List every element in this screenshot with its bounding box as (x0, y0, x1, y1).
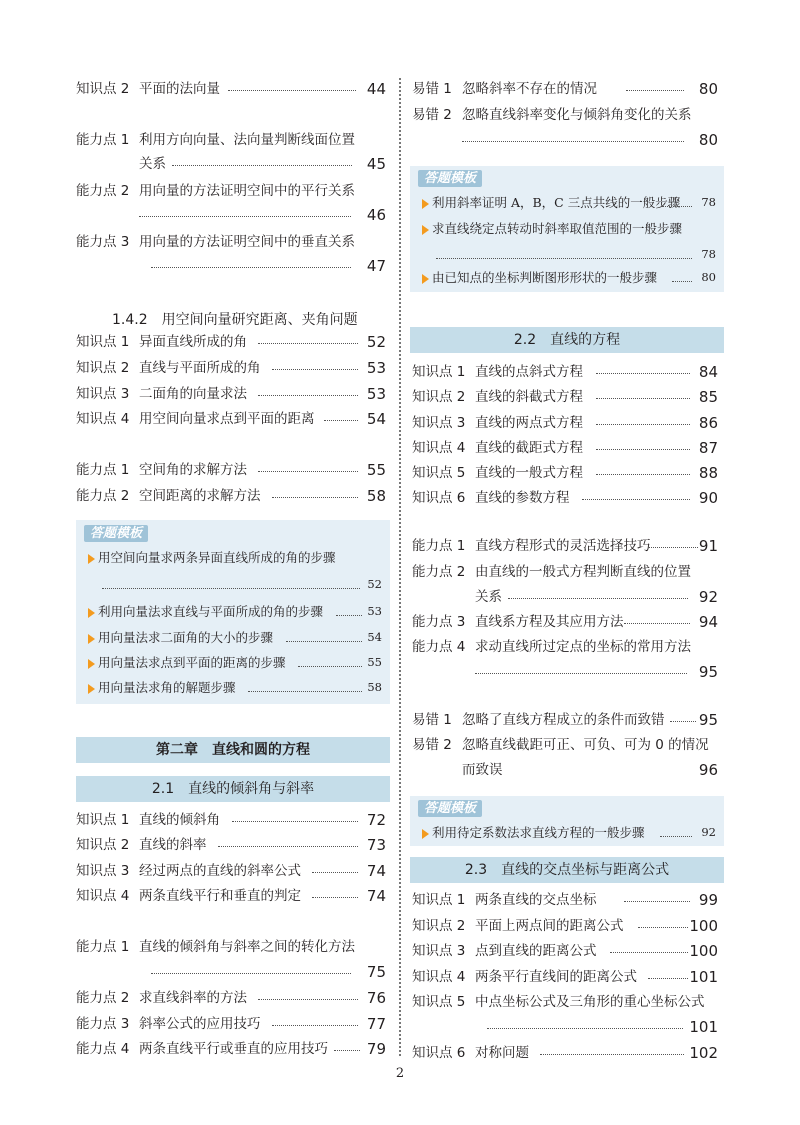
toc-label: 能力点 4 (76, 1041, 130, 1057)
leader-dots (638, 927, 688, 928)
orange-triangle-icon (422, 199, 429, 209)
toc-text: 异面直线所成的角 (139, 334, 247, 350)
toc-label: 能力点 2 (76, 990, 130, 1006)
template-item-text[interactable]: 利用向量法求直线与平面所成的角的步骤 (98, 604, 324, 619)
leader-dots (648, 547, 698, 548)
toc-page: 86 (698, 414, 718, 432)
toc-page: 102 (689, 1044, 718, 1062)
toc-label: 知识点 3 (76, 863, 130, 879)
leader-dots (248, 691, 362, 692)
template-item-text[interactable]: 求直线绕定点转动时斜率取值范围的一般步骤 (432, 221, 683, 236)
toc-page: 90 (698, 489, 718, 507)
section-heading[interactable]: 2.2 直线的方程 (410, 327, 724, 353)
toc-text: 直线的一般式方程 (475, 465, 583, 481)
toc-label: 知识点 4 (412, 440, 466, 456)
leader-dots (258, 343, 358, 344)
toc-page: 54 (366, 410, 386, 428)
leader-dots (462, 141, 684, 142)
column-divider (399, 78, 401, 1056)
template-item-page: 53 (367, 604, 382, 618)
leader-dots (596, 449, 690, 450)
toc-page: 75 (366, 963, 386, 981)
toc-page: 55 (366, 461, 386, 479)
answer-template-box (410, 796, 724, 846)
toc-page: 74 (366, 887, 386, 905)
toc-label: 能力点 4 (412, 639, 466, 655)
toc-label: 能力点 3 (76, 234, 130, 250)
template-item-page: 52 (367, 577, 382, 591)
toc-page: 79 (366, 1040, 386, 1058)
leader-dots (508, 598, 688, 599)
toc-text: 经过两点的直线的斜率公式 (139, 863, 301, 879)
toc-label: 能力点 1 (76, 132, 130, 148)
toc-page: 80 (698, 131, 718, 149)
toc-label: 能力点 2 (412, 564, 466, 580)
leader-dots (670, 721, 696, 722)
toc-page: 85 (698, 388, 718, 406)
answer-template-box (76, 520, 390, 704)
leader-dots (596, 474, 690, 475)
toc-text: 空间距离的求解方法 (139, 488, 261, 504)
toc-page: 72 (366, 811, 386, 829)
toc-page: 96 (698, 761, 718, 779)
toc-text: 忽略直线斜率变化与倾斜角变化的关系 (462, 107, 692, 123)
toc-label: 知识点 1 (412, 364, 466, 380)
template-tag: 答题模板 (418, 170, 482, 187)
toc-label: 知识点 3 (76, 386, 130, 402)
toc-text: 斜率公式的应用技巧 (139, 1016, 261, 1032)
toc-page: 52 (366, 333, 386, 351)
toc-text: 直线的倾斜角 (139, 812, 220, 828)
toc-page: 91 (698, 537, 718, 555)
orange-triangle-icon (88, 554, 95, 564)
toc-text: 直线的斜截式方程 (475, 389, 583, 405)
toc-label: 易错 1 (412, 712, 452, 728)
toc-page: 58 (366, 487, 386, 505)
answer-template-box (410, 166, 724, 292)
toc-text: 两条直线平行或垂直的应用技巧 (139, 1041, 328, 1057)
toc-text: 直线与平面所成的角 (139, 360, 261, 376)
toc-page: 101 (689, 968, 718, 986)
leader-dots (151, 973, 351, 974)
toc-text: 直线的截距式方程 (475, 440, 583, 456)
toc-page: 77 (366, 1015, 386, 1033)
template-item-page: 78 (701, 247, 716, 261)
leader-dots (624, 623, 690, 624)
template-item-text[interactable]: 用空间向量求两条异面直线所成的角的步骤 (98, 550, 336, 565)
toc-label: 能力点 1 (76, 462, 130, 478)
toc-text: 两条平行直线间的距离公式 (475, 969, 637, 985)
toc-label: 知识点 6 (412, 490, 466, 506)
template-item-text[interactable]: 用向量法求二面角的大小的步骤 (98, 630, 274, 645)
toc-label: 知识点 2 (76, 360, 130, 376)
toc-text: 由直线的一般式方程判断直线的位置 (475, 564, 691, 580)
orange-triangle-icon (88, 608, 95, 618)
toc-label: 知识点 2 (76, 81, 130, 97)
section-heading[interactable]: 1.4.2 用空间向量研究距离、夹角问题 (112, 312, 358, 328)
toc-text: 两条直线的交点坐标 (475, 892, 597, 908)
toc-text: 用向量的方法证明空间中的平行关系 (139, 183, 355, 199)
toc-label: 能力点 3 (412, 614, 466, 630)
template-tag: 答题模板 (418, 800, 482, 817)
toc-text: 两条直线平行和垂直的判定 (139, 888, 301, 904)
orange-triangle-icon (422, 829, 429, 839)
toc-page: 53 (366, 385, 386, 403)
toc-page: 94 (698, 613, 718, 631)
toc-label: 能力点 1 (76, 939, 130, 955)
orange-triangle-icon (422, 274, 429, 284)
toc-text: 直线系方程及其应用方法 (475, 614, 624, 630)
toc-label: 知识点 4 (76, 411, 130, 427)
toc-page: 44 (366, 80, 386, 98)
leader-dots (660, 836, 692, 837)
toc-page: 99 (698, 891, 718, 909)
chapter-heading[interactable]: 第二章 直线和圆的方程 (76, 737, 390, 763)
toc-page: 46 (366, 206, 386, 224)
toc-page: 53 (366, 359, 386, 377)
leader-dots (596, 424, 690, 425)
toc-page: 100 (689, 942, 718, 960)
toc-text: 而致误 (462, 762, 503, 778)
leader-dots (258, 395, 358, 396)
toc-text: 二面角的向量求法 (139, 386, 247, 402)
template-item-text[interactable]: 利用待定系数法求直线方程的一般步骤 (432, 825, 645, 840)
toc-label: 知识点 4 (412, 969, 466, 985)
toc-text: 对称问题 (475, 1045, 529, 1061)
leader-dots (626, 90, 684, 91)
toc-text: 用空间向量求点到平面的距离 (139, 411, 315, 427)
leader-dots (582, 499, 690, 500)
leader-dots (475, 673, 687, 674)
toc-page: 45 (366, 155, 386, 173)
toc-text: 求动直线所过定点的坐标的常用方法 (475, 639, 691, 655)
leader-dots (258, 999, 358, 1000)
template-item-page: 80 (701, 270, 716, 284)
toc-text: 关系 (475, 589, 502, 605)
template-item-text[interactable]: 用向量法求点到平面的距离的步骤 (98, 655, 286, 670)
toc-label: 知识点 6 (412, 1045, 466, 1061)
toc-label: 能力点 2 (76, 183, 130, 199)
template-tag: 答题模板 (84, 525, 148, 542)
template-item-page: 54 (367, 630, 382, 644)
toc-page: 76 (366, 989, 386, 1007)
toc-text: 忽略了直线方程成立的条件而致错 (462, 712, 665, 728)
leader-dots (232, 821, 358, 822)
toc-text: 直线方程形式的灵活选择技巧 (475, 538, 651, 554)
leader-dots (172, 165, 352, 166)
template-item-page: 55 (367, 655, 382, 669)
section-heading[interactable]: 2.3 直线的交点坐标与距离公式 (410, 857, 724, 883)
template-item-text[interactable]: 用向量法求角的解题步骤 (98, 680, 236, 695)
toc-page: 100 (689, 917, 718, 935)
orange-triangle-icon (88, 659, 95, 669)
leader-dots (286, 641, 362, 642)
toc-text: 直线的参数方程 (475, 490, 570, 506)
toc-text: 直线的两点式方程 (475, 415, 583, 431)
toc-text: 忽略斜率不存在的情况 (462, 81, 597, 97)
toc-label: 易错 2 (412, 107, 452, 123)
toc-label: 知识点 4 (76, 888, 130, 904)
toc-page: 95 (698, 663, 718, 681)
toc-label: 知识点 5 (412, 994, 466, 1010)
template-item-text[interactable]: 利用斜率证明 A，B，C 三点共线的一般步骤 (432, 195, 681, 210)
toc-text: 平面上两点间的距离公式 (475, 918, 624, 934)
toc-label: 易错 2 (412, 737, 452, 753)
toc-label: 能力点 3 (76, 1016, 130, 1032)
leader-dots (334, 1050, 360, 1051)
template-item-page: 58 (367, 680, 382, 694)
toc-page: 101 (689, 1018, 718, 1036)
leader-dots (228, 90, 356, 91)
template-item-text[interactable]: 由已知点的坐标判断图形形状的一般步骤 (432, 270, 658, 285)
toc-label: 知识点 1 (76, 334, 130, 350)
toc-text: 平面的法向量 (139, 81, 220, 97)
toc-label: 知识点 3 (412, 943, 466, 959)
leader-dots (487, 1028, 683, 1029)
template-item-page: 92 (701, 825, 716, 839)
toc-label: 能力点 2 (76, 488, 130, 504)
leader-dots (436, 258, 692, 259)
leader-dots (596, 398, 690, 399)
toc-page: 87 (698, 439, 718, 457)
toc-label: 知识点 1 (412, 892, 466, 908)
leader-dots (662, 206, 692, 207)
toc-label: 知识点 2 (412, 918, 466, 934)
toc-label: 能力点 1 (412, 538, 466, 554)
toc-text: 直线的倾斜角与斜率之间的转化方法 (139, 939, 355, 955)
orange-triangle-icon (88, 684, 95, 694)
toc-page: 92 (698, 588, 718, 606)
toc-page: 95 (698, 711, 718, 729)
leader-dots (672, 281, 692, 282)
leader-dots (624, 901, 690, 902)
toc-text: 中点坐标公式及三角形的重心坐标公式 (475, 994, 705, 1010)
toc-text: 关系 (139, 156, 166, 172)
toc-text: 利用方向向量、法向量判断线面位置 (139, 132, 355, 148)
toc-text: 空间角的求解方法 (139, 462, 247, 478)
toc-page: 84 (698, 363, 718, 381)
toc-page: 74 (366, 862, 386, 880)
toc-label: 知识点 5 (412, 465, 466, 481)
orange-triangle-icon (422, 225, 429, 235)
leader-dots (610, 952, 688, 953)
page-number: 2 (395, 1066, 405, 1081)
toc-label: 知识点 1 (76, 812, 130, 828)
toc-text: 求直线斜率的方法 (139, 990, 247, 1006)
toc-page: 88 (698, 464, 718, 482)
toc-text: 忽略直线截距可正、可负、可为 0 的情况 (462, 737, 709, 753)
leader-dots (648, 978, 688, 979)
toc-label: 知识点 3 (412, 415, 466, 431)
toc-page: 73 (366, 836, 386, 854)
toc-page: 47 (366, 257, 386, 275)
section-heading[interactable]: 2.1 直线的倾斜角与斜率 (76, 776, 390, 802)
toc-label: 知识点 2 (76, 837, 130, 853)
toc-text: 直线的斜率 (139, 837, 207, 853)
leader-dots (151, 267, 351, 268)
toc-label: 易错 1 (412, 81, 452, 97)
toc-page: 80 (698, 80, 718, 98)
leader-dots (139, 216, 351, 217)
template-item-page: 78 (701, 195, 716, 209)
toc-text: 直线的点斜式方程 (475, 364, 583, 380)
orange-triangle-icon (88, 634, 95, 644)
toc-label: 知识点 2 (412, 389, 466, 405)
leader-dots (258, 471, 358, 472)
toc-text: 点到直线的距离公式 (475, 943, 597, 959)
leader-dots (596, 373, 690, 374)
leader-dots (102, 588, 360, 589)
leader-dots (540, 1054, 684, 1055)
leader-dots (218, 846, 358, 847)
toc-text: 用向量的方法证明空间中的垂直关系 (139, 234, 355, 250)
